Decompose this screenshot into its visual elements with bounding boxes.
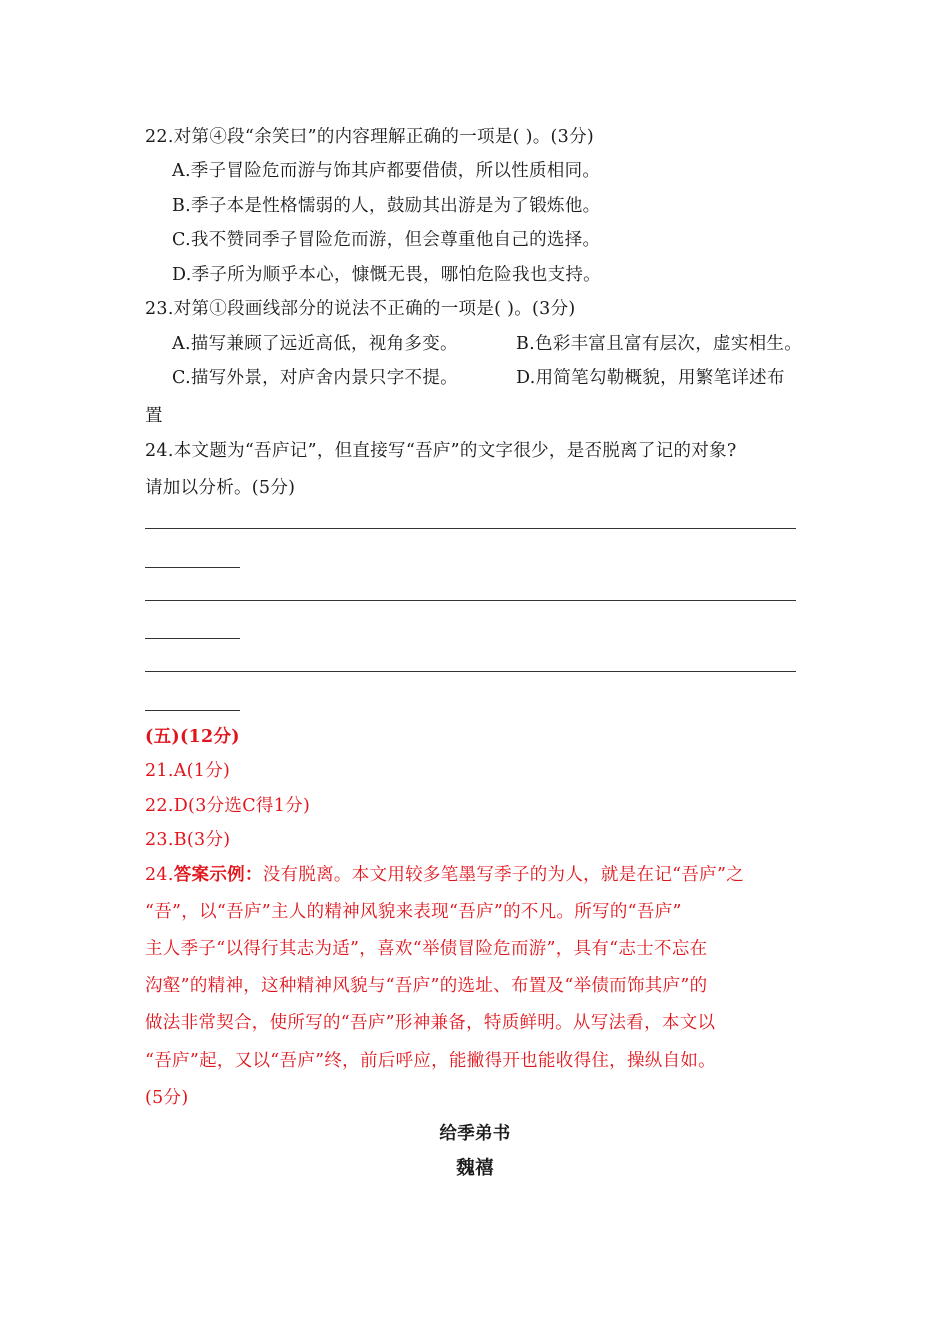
answer-24-text: 没有脱离。本文用较多笔墨写季子的为人，就是在记“吾庐”之: [262, 865, 745, 885]
q23-option-b: B.色彩丰富且富有层次，虚实相生。: [516, 334, 803, 354]
q23-stem: 23.对第①段画线部分的说法不正确的一项是( )。(3分): [145, 299, 576, 319]
answer-line: [145, 528, 796, 529]
q23-option-d: D.用简笔勾勒概貌，用繁笔详述布: [516, 368, 785, 388]
answer-24-line: “吾庐”起，又以“吾庐”终，前后呼应，能撇得开也能收得住，操纵自如。: [145, 1051, 716, 1071]
answer-21: 21.A(1分): [145, 761, 231, 781]
q24-stem-continued: 请加以分析。(5分): [145, 478, 296, 498]
next-text-title: 给季弟书: [439, 1124, 511, 1144]
q22-stem: 22.对第④段“余笑曰”的内容理解正确的一项是( )。(3分): [145, 127, 595, 147]
answer-line: [145, 710, 240, 711]
next-text-author: 魏禧: [456, 1158, 494, 1179]
answer-23: 23.B(3分): [145, 830, 231, 850]
q22-option-a: A.季子冒险危而游与饰其庐都要借债，所以性质相同。: [172, 161, 601, 181]
answer-24-first-line: [145, 863, 744, 887]
answer-24-line: 主人季子“以得行其志为适”，喜欢“举债冒险危而游”，具有“志士不忘在: [145, 939, 708, 959]
answer-24-line: “吾”，以“吾庐”主人的精神风貌来表现“吾庐”的不凡。所写的“吾庐”: [145, 902, 682, 922]
answer-24-score: (5分): [145, 1088, 189, 1108]
q23-option-d-continued: 置: [145, 406, 163, 426]
answer-section-title: (五)(12分): [145, 727, 240, 747]
q22-option-b: B.季子本是性格懦弱的人，鼓励其出游是为了锻炼他。: [172, 196, 601, 216]
answer-line: [145, 638, 240, 639]
q24-stem: 24.本文题为“吾庐记”，但直接写“吾庐”的文字很少，是否脱离了记的对象?: [145, 441, 737, 461]
q23-option-a: A.描写兼顾了远近高低，视角多变。: [172, 334, 458, 354]
answer-24-line: 做法非常契合，使所写的“吾庐”形神兼备，特质鲜明。从写法看，本文以: [145, 1013, 716, 1033]
answer-line: [145, 567, 240, 568]
answer-24-number: 24.: [145, 865, 174, 885]
answer-22: 22.D(3分选C得1分): [145, 796, 311, 816]
answer-line: [145, 671, 796, 672]
q22-option-c: C.我不赞同季子冒险危而游，但会尊重他自己的选择。: [172, 230, 601, 250]
answer-line: [145, 600, 796, 601]
answer-example-label: 答案示例：: [173, 865, 263, 885]
q22-option-d: D.季子所为顺乎本心，慷慨无畏，哪怕危险我也支持。: [172, 265, 601, 285]
q23-option-c: C.描写外景，对庐舍内景只字不提。: [172, 368, 458, 388]
answer-24-line: 沟壑”的精神，这种精神风貌与“吾庐”的选址、布置及“举债而饰其庐”的: [145, 976, 708, 996]
